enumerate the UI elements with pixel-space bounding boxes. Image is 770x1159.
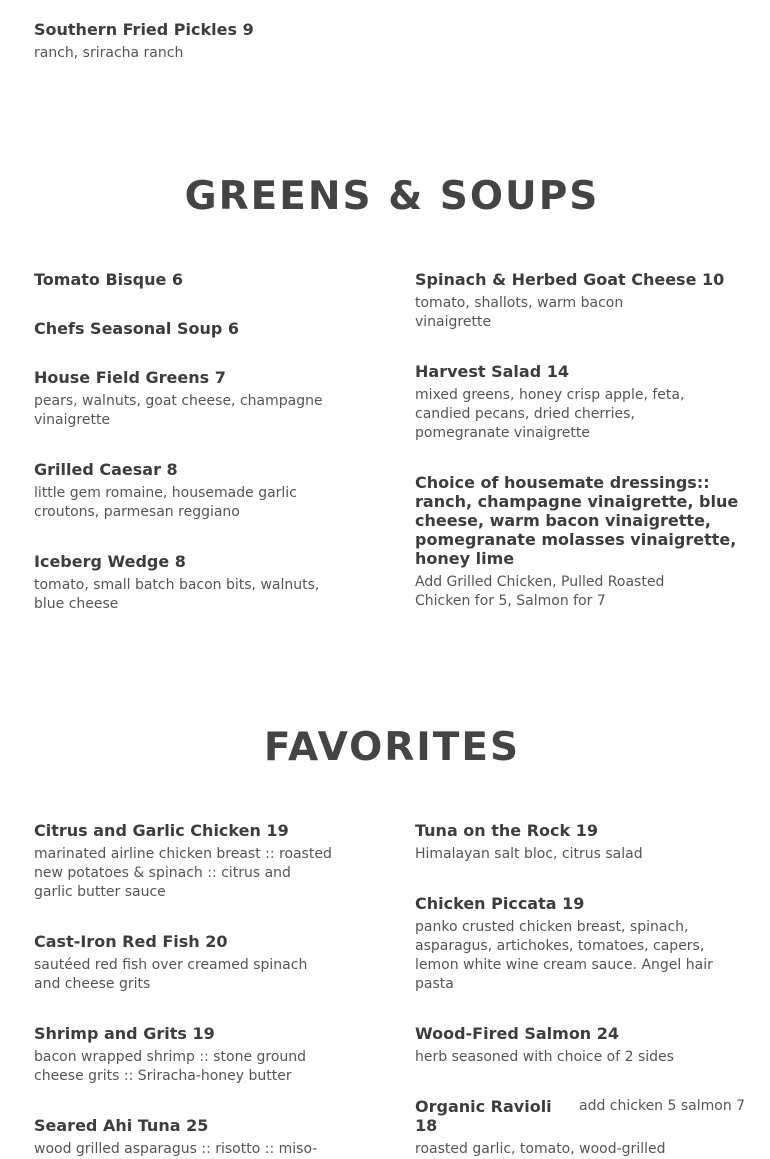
- item-name: Shrimp and Grits 19: [34, 1024, 215, 1043]
- menu-item: [415, 270, 735, 332]
- section-heading-greens-soups: GREENS & SOUPS: [184, 174, 600, 219]
- item-name: Southern Fried Pickles 9: [34, 20, 254, 39]
- item-description: marinated airline chicken breast :: roasted new potatoes & spinach :: citrus and garlic butter sauce: [34, 846, 332, 900]
- menu-item: [34, 460, 324, 522]
- menu-item: [34, 1116, 334, 1159]
- item-description: sautéed red fish over creamed spinach and cheese grits: [34, 957, 308, 992]
- menu-item: [34, 552, 324, 614]
- item-description: ranch, sriracha ranch: [34, 45, 184, 61]
- item-description: Add Grilled Chicken, Pulled Roasted Chicken for 5, Salmon for 7: [415, 574, 665, 609]
- section-heading-favorites: FAVORITES: [263, 725, 521, 770]
- item-description: roasted garlic, tomato, wood-grilled: [415, 1141, 666, 1157]
- item-description: little gem romaine, housemade garlic croutons, parmesan reggiano: [34, 485, 297, 520]
- item-name: Chefs Seasonal Soup 6: [34, 319, 240, 338]
- item-description: Himalayan salt bloc, citrus salad: [415, 846, 643, 862]
- menu-item: [415, 1024, 735, 1067]
- item-description: herb seasoned with choice of 2 sides: [415, 1049, 674, 1065]
- item-name: Tomato Bisque 6: [34, 270, 184, 289]
- item-description: tomato, small batch bacon bits, walnuts, blue cheese: [34, 577, 320, 612]
- menu-item: [34, 319, 354, 338]
- menu-item-southern-fried-pickles: [34, 20, 354, 63]
- item-name: Chicken Piccata 19: [415, 894, 585, 913]
- item-description: panko crusted chicken breast, spinach, asparagus, artichokes, tomatoes, capers, lemon white wine cream sauce. Angel hair pasta: [415, 919, 713, 992]
- item-name: Organic Ravioli 18: [415, 1097, 552, 1135]
- item-name: Iceberg Wedge 8: [34, 552, 186, 571]
- item-name: Choice of housemate dressings:: ranch, champagne vinaigrette, blue cheese, warm bacon vinaigrette, pomegranate molasses vinaigrette, honey lime: [415, 473, 739, 568]
- item-description: wood grilled asparagus :: risotto :: miso-: [34, 1141, 318, 1157]
- menu-item: [34, 270, 354, 289]
- item-description: tomato, shallots, warm bacon vinaigrette: [415, 295, 624, 330]
- item-name: Citrus and Garlic Chicken 19: [34, 821, 289, 840]
- menu-item: [34, 932, 334, 994]
- item-name: Tuna on the Rock 19: [415, 821, 598, 840]
- menu-item: [34, 368, 324, 430]
- menu-item: [34, 821, 334, 902]
- item-name: Cast-Iron Red Fish 20: [34, 932, 228, 951]
- menu-item: [415, 821, 735, 864]
- item-description: pears, walnuts, goat cheese, champagne vinaigrette: [34, 393, 323, 428]
- menu-item: [34, 1024, 334, 1086]
- item-name: Seared Ahi Tuna 25: [34, 1116, 209, 1135]
- menu-item-dressings: [415, 473, 755, 611]
- ravioli-addon-note: add chicken 5 salmon 7: [579, 1098, 746, 1114]
- item-name: Spinach & Herbed Goat Cheese 10: [415, 270, 725, 289]
- item-name: Wood-Fired Salmon 24: [415, 1024, 620, 1043]
- item-description: mixed greens, honey crisp apple, feta, candied pecans, dried cherries, pomegranate vinaigrette: [415, 387, 685, 441]
- menu-item: [415, 894, 715, 994]
- item-name: Harvest Salad 14: [415, 362, 569, 381]
- menu-item: [415, 362, 715, 443]
- item-description: bacon wrapped shrimp :: stone ground cheese grits :: Sriracha-honey butter: [34, 1049, 307, 1084]
- item-name: Grilled Caesar 8: [34, 460, 178, 479]
- item-name: House Field Greens 7: [34, 368, 226, 387]
